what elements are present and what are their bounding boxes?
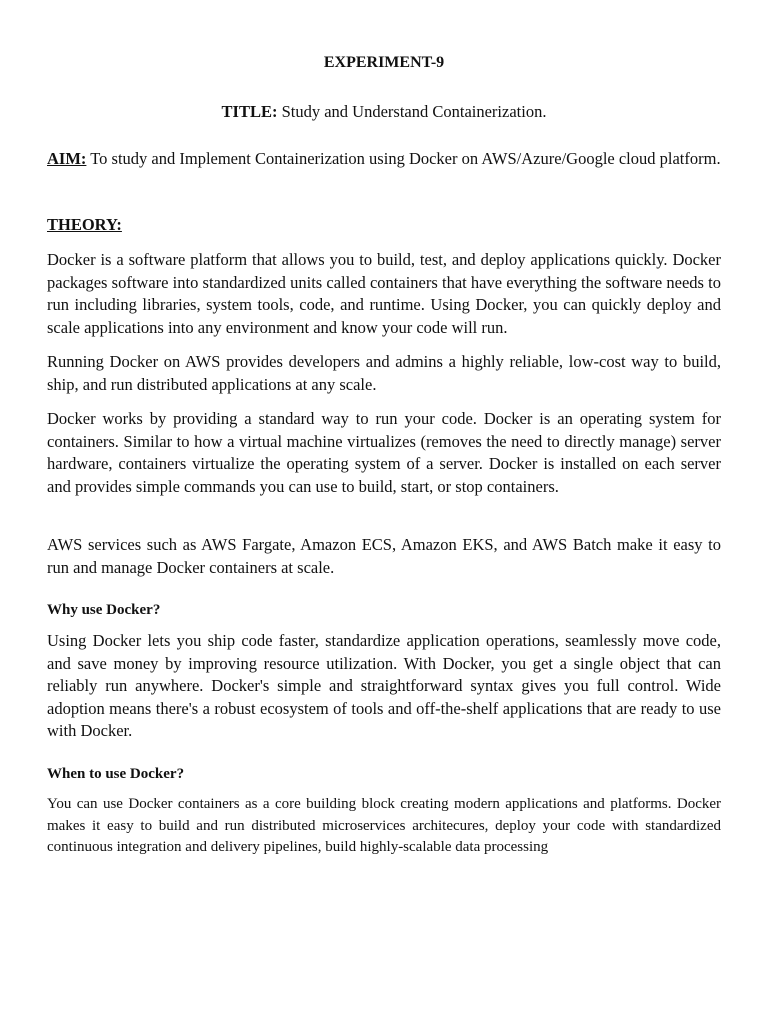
theory-heading: THEORY:: [47, 215, 122, 234]
when-heading: When to use Docker?: [47, 766, 185, 782]
when-paragraph: You can use Docker containers as a core building block creating modern applications and platforms. Docker makes it easy to build and run distributed microservices architecures, deploy your code with standardized continuous integration and delivery pipelines, build highly-scalable data processing: [47, 796, 721, 855]
title-line: [0, 102, 768, 122]
theory-paragraph-2: Running Docker on AWS provides developers and admins a highly reliable, low-cost way to build, ship, and run distributed applications at any scale.: [47, 352, 721, 394]
why-heading: Why use Docker?: [47, 602, 161, 618]
theory-paragraph-3: Docker works by providing a standard way to run your code. Docker is an operating system for containers. Similar to how a virtual machine virtualizes (removes the need to directly manage) server hardware, containers virtualize the operating system of a server. Docker is installed on each server and provides simple commands you can use to build, start, or stop containers.: [47, 409, 721, 496]
aim-text: To study and Implement Containerization using Docker on AWS/Azure/Google cloud platform.: [90, 149, 721, 168]
aim-label: AIM:: [47, 149, 87, 168]
experiment-heading: EXPERIMENT-9: [323, 54, 445, 71]
title-text: Study and Understand Containerization.: [281, 102, 547, 121]
title-label: TITLE:: [221, 102, 278, 121]
why-paragraph: Using Docker lets you ship code faster, standardize application operations, seamlessly move code, and save money by improving resource utilization. With Docker, you get a single object that can reliably run anywhere. Docker's simple and straightforward syntax gives you full control. Wide adoption means there's a robust ecosystem of tools and off-the-shelf applications that are ready to use with Docker.: [47, 631, 721, 740]
theory-paragraph-4: AWS services such as AWS Fargate, Amazon ECS, Amazon EKS, and AWS Batch make it easy to run and manage Docker containers at scale.: [47, 535, 721, 577]
theory-paragraph-1: Docker is a software platform that allows you to build, test, and deploy applications quickly. Docker packages software into standardized units called containers that have everything the software needs to run including libraries, system tools, code, and runtime. Using Docker, you can quickly deploy and scale applications into any environment and know your code will run.: [47, 250, 721, 337]
aim-section: [47, 147, 727, 170]
